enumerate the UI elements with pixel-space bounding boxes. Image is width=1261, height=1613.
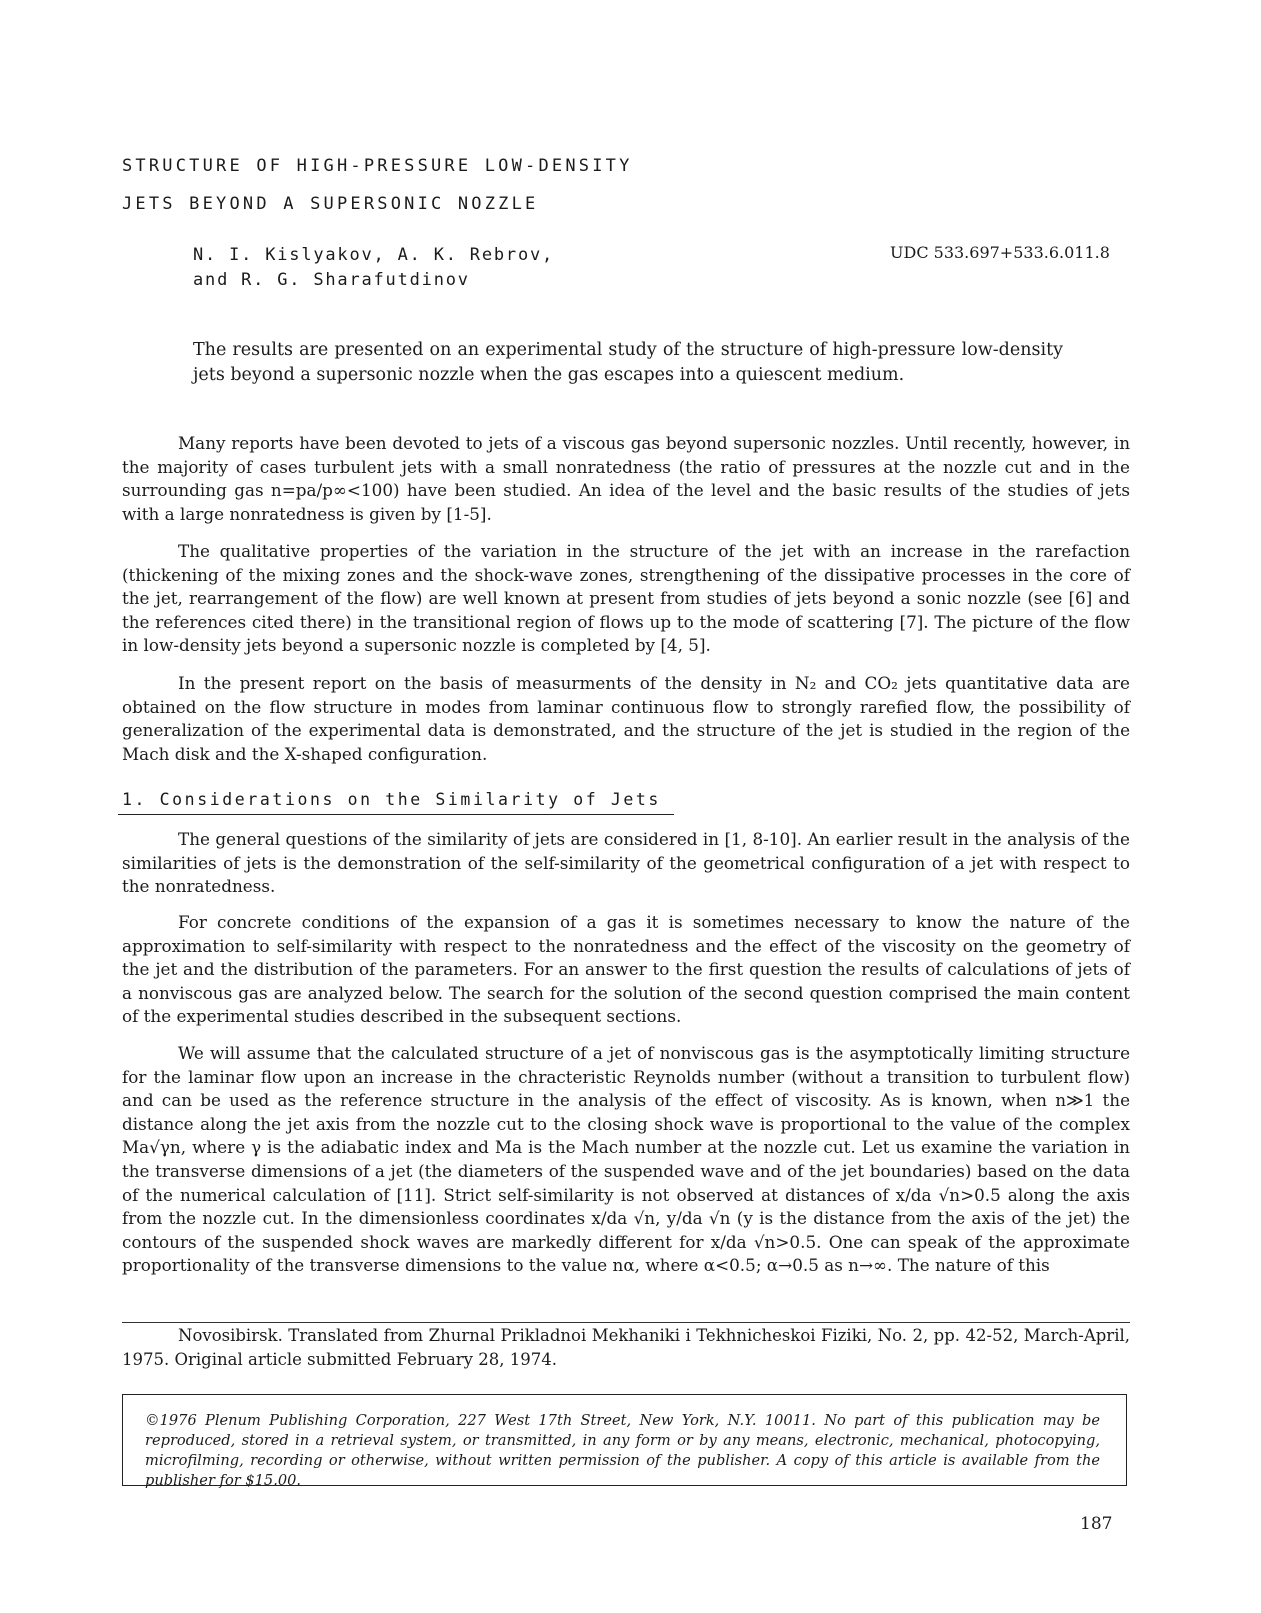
- section-paragraph-1: The general questions of the similarity of jets are considered in [1, 8-10]. An earlier result in the analysis of the similarities of jets is the demonstration of the self-similarity of the geometrical configuration of a jet with respect to the nonratedness.: [122, 829, 1130, 897]
- footnote-rule: [122, 1322, 1130, 1323]
- abstract: The results are presented on an experimental study of the structure of high-pressure low-density jets beyond a supersonic nozzle when the gas escapes into a quiescent medium.: [193, 340, 1063, 385]
- section-underline: [118, 814, 674, 815]
- intro-paragraph-3: In the present report on the basis of measurments of the density in N₂ and CO₂ jets quantitative data are obtained on the flow structure in modes from laminar continuous flow to strongly rarefied flow, the possibility of generalization of the experimental data is demonstrated, and the structure of the jet is studied in the region of the Mach disk and the X-shaped configuration.: [122, 673, 1130, 764]
- authors-line-1: N. I. Kislyakov, A. K. Rebrov,: [193, 245, 555, 265]
- udc-code: UDC 533.697+533.6.011.8: [890, 243, 1110, 262]
- authors: [193, 243, 554, 293]
- intro-paragraph-2: The qualitative properties of the variation in the structure of the jet with an increase in the rarefaction (thickening of the mixing zones and the shock-wave zones, strengthening of the dissipative processes in the core of the jet, rearrangement of the flow) are well known at present from studies of jets beyond a sonic nozzle (see [6] and the references cited there) in the transitional region of flows up to the mode of scattering [7]. The picture of the flow in low-density jets beyond a supersonic nozzle is completed by [4, 5].: [122, 541, 1130, 656]
- copyright-text: ©1976 Plenum Publishing Corporation, 227 West 17th Street, New York, N.Y. 10011. No part of this publication may be reproduced, stored in a retrieval system, or transmitted, in any form or by any means, electronic, mechanical, photocopying, microfilming, recording or otherwise, without written permission of the publisher. A copy of this article is available from the publisher for $15.00.: [145, 1412, 1100, 1489]
- section-paragraph-3: We will assume that the calculated structure of a jet of nonviscous gas is the asymptotically limiting structure for the laminar flow upon an increase in the chracteristic Reynolds number (without a transition to turbulent flow) and can be used as the reference structure in the analysis of the effect of viscosity. As is known, when n≫1 the distance along the jet axis from the nozzle cut to the closing shock wave is proportional to the value of the complex Ma√γn, where γ is the adiabatic index and Ma is the Mach number at the nozzle cut. Let us examine the variation in the transverse dimensions of a jet (the diameters of the suspended wave and of the jet boundaries) based on the data of the numerical calculation of [11]. Strict self-similarity is not observed at distances of x/da √n>0.5 along the axis from the nozzle cut. In the dimensionless coordinates x/da √n, y/da √n (y is the distance from the axis of the jet) the contours of the suspended shock waves are markedly different for x/da √n>0.5. One can speak of the approximate proportionality of the transverse dimensions to the value nα, where α<0.5; α→0.5 as n→∞. The nature of this: [122, 1043, 1130, 1276]
- section-paragraph-2: For concrete conditions of the expansion of a gas it is sometimes necessary to know the nature of the approximation to self-similarity with respect to the nonratedness and the effect of the viscosity on the geometry of the jet and the distribution of the parameters. For an answer to the first question the results of calculations of jets of a nonviscous gas are analyzed below. The search for the solution of the second question comprised the main content of the experimental studies described in the subsequent sections.: [122, 912, 1130, 1027]
- title-line-1: STRUCTURE OF HIGH-PRESSURE LOW-DENSITY: [122, 156, 633, 176]
- page-number: 187: [1080, 1514, 1113, 1534]
- copyright-box: [122, 1394, 1127, 1489]
- authors-line-2: and R. G. Sharafutdinov: [193, 270, 470, 290]
- footnote: Novosibirsk. Translated from Zhurnal Prikladnoi Mekhaniki i Tekhnicheskoi Fiziki, No. 2, pp. 42-52, March-April, 1975. Original article submitted February 28, 1974.: [122, 1326, 1130, 1369]
- title-line-2: JETS BEYOND A SUPERSONIC NOZZLE: [122, 194, 539, 214]
- section-heading: 1. Considerations on the Similarity of Jets: [122, 790, 661, 809]
- intro-paragraph-1: Many reports have been devoted to jets of a viscous gas beyond supersonic nozzles. Until recently, however, in the majority of cases turbulent jets with a small nonratedness (the ratio of pressures at the nozzle cut and in the surrounding gas n=pa/p∞<100) have been studied. An idea of the level and the basic results of the studies of jets with a large nonratedness is given by [1-5].: [122, 433, 1130, 524]
